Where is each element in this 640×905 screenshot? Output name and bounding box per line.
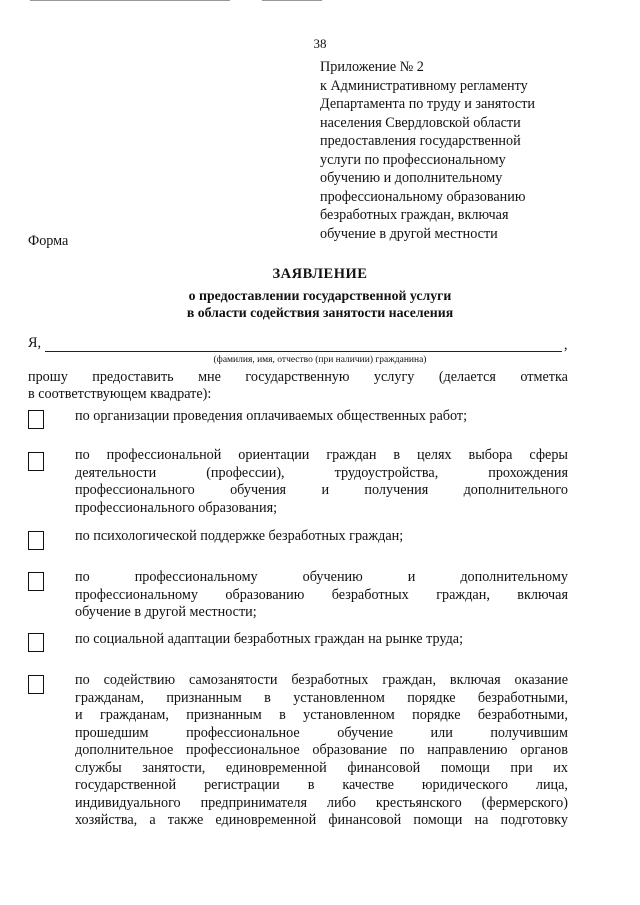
option-word: обучение: [337, 724, 394, 741]
option-word: профессиональное: [186, 742, 300, 758]
appendix-line: к Административному регламенту: [320, 77, 528, 94]
option-word: установленном: [293, 689, 385, 706]
option-word: оказание: [514, 672, 568, 688]
appendix-line: Приложение № 2: [320, 59, 424, 75]
option-line: [75, 569, 568, 587]
option-word: образованию: [225, 586, 305, 603]
option-word: включая: [449, 672, 501, 688]
option-word: дополнительному: [460, 569, 568, 585]
option-text: [75, 408, 568, 426]
option-word: самозанятости: [189, 672, 278, 688]
option-line: [75, 795, 568, 813]
option-word: профессиональному: [75, 586, 198, 603]
option-word: образование: [312, 742, 387, 758]
option-word: службы: [75, 759, 122, 776]
option-word: и: [75, 707, 83, 723]
option-word: получившим: [490, 724, 568, 741]
option-text: [75, 672, 568, 830]
option-word: или: [430, 724, 453, 741]
option-word: качестве: [342, 777, 394, 793]
option-word: гражданам,: [99, 707, 169, 723]
option-word: регистрации: [204, 777, 280, 793]
option-word: целях: [417, 447, 452, 463]
applicant-caption: (фамилия, имя, отчество (при наличии) гражданина): [213, 355, 427, 365]
option-checkbox[interactable]: [28, 410, 44, 429]
option-word: индивидуального: [75, 794, 181, 811]
document-title: ЗАЯВЛЕНИЕ: [272, 266, 368, 282]
option-word: государственной: [75, 777, 177, 793]
option-word: прохождения: [488, 464, 568, 481]
request-intro-line: в соответствующем квадрате):: [28, 386, 212, 402]
option-word: и: [407, 569, 416, 585]
option-line: [75, 707, 568, 725]
option-word: граждан: [326, 447, 377, 463]
option-line: [75, 587, 568, 605]
option-line: [75, 482, 568, 500]
option-word: и: [321, 482, 330, 498]
option-word: дополнительное: [75, 742, 174, 758]
option-word: юридического: [421, 777, 508, 793]
option-word: безработных: [331, 586, 409, 603]
top-rule: [262, 0, 322, 1]
option-word: установленном: [303, 707, 395, 723]
option-word: либо: [326, 794, 356, 811]
option-word: подготовку: [500, 812, 568, 828]
option-text: [75, 569, 568, 622]
option-word: профессиональное: [186, 724, 300, 741]
option-word: дополнительного: [463, 482, 568, 498]
option-word: (профессии),: [206, 464, 285, 481]
option-word: деятельности: [75, 464, 157, 481]
option-word: помощи: [440, 759, 490, 776]
option-text: [75, 631, 568, 649]
intro-word: (делается: [438, 369, 496, 385]
option-word: сферы: [529, 447, 568, 463]
intro-word: государственную: [245, 369, 350, 385]
option-line: [75, 690, 568, 708]
option-word: их: [553, 759, 568, 776]
option-checkbox[interactable]: [28, 452, 44, 471]
applicant-comma: ,: [564, 337, 568, 353]
option-line: по организации проведения оплачиваемых общественных работ;: [75, 408, 468, 424]
option-word: в: [307, 777, 315, 793]
option-word: ориентации: [238, 447, 310, 463]
intro-word: прошу: [28, 369, 68, 385]
option-word: крестьянского: [375, 794, 462, 811]
option-line: [75, 447, 568, 465]
option-word: единовременной: [225, 759, 327, 776]
appendix-line: услуги по профессиональному: [320, 151, 506, 168]
option-word: выбора: [468, 447, 513, 463]
option-word: профессиональной: [106, 447, 222, 463]
option-word: в: [393, 447, 401, 463]
option-word: включая: [517, 586, 568, 603]
option-word: финансовой: [328, 812, 402, 828]
option-checkbox[interactable]: [28, 633, 44, 652]
intro-word: услугу: [373, 369, 415, 385]
option-word: обучения: [230, 482, 287, 498]
option-word: предпринимателя: [200, 794, 307, 811]
option-word: по: [399, 742, 415, 758]
option-text: [75, 528, 568, 546]
option-word: профессионального: [75, 482, 195, 498]
option-word: помощи: [413, 812, 463, 828]
option-line: обучение в другой местности;: [75, 604, 257, 620]
option-word: содействию: [103, 672, 176, 688]
option-word: лица,: [535, 777, 568, 793]
option-word: получения: [364, 482, 429, 498]
option-line: по социальной адаптации безработных граждан на рынке труда;: [75, 631, 464, 647]
option-word: хозяйства,: [75, 812, 138, 828]
option-checkbox[interactable]: [28, 531, 44, 550]
option-word: признанным: [166, 689, 242, 706]
request-intro-line: [28, 369, 568, 386]
option-checkbox[interactable]: [28, 572, 44, 591]
option-word: прошедшим: [75, 724, 149, 741]
option-word: в: [264, 689, 271, 706]
option-line: [75, 672, 568, 690]
appendix-block: [320, 58, 580, 243]
option-word: порядке: [407, 689, 456, 706]
appendix-line: предоставления государственной: [320, 133, 521, 149]
option-word: порядке: [412, 707, 461, 723]
appendix-line: обучению и дополнительному: [320, 170, 503, 186]
page-number: 38: [313, 36, 327, 51]
option-word: при: [510, 759, 533, 776]
option-word: по: [75, 447, 90, 463]
option-line: профессионального образования;: [75, 499, 278, 516]
option-word: по: [75, 569, 90, 585]
option-word: трудоустройства,: [334, 464, 439, 481]
option-line: [75, 465, 568, 483]
option-line: [75, 812, 568, 830]
applicant-name-field[interactable]: [45, 351, 562, 352]
option-line: [75, 760, 568, 778]
appendix-line: профессиональному образованию: [320, 188, 526, 205]
appendix-line: Департамента по труду и занятости: [320, 96, 535, 112]
option-word: на: [474, 812, 489, 828]
request-intro: [28, 369, 568, 403]
appendix-line: безработных граждан, включая: [320, 207, 509, 223]
form-label: Форма: [28, 233, 69, 249]
document-subtitle: в области содействия занятости населения: [186, 305, 454, 320]
option-word: а: [149, 812, 156, 828]
option-line: [75, 725, 568, 743]
option-word: направлению: [427, 742, 508, 758]
applicant-prefix: Я,: [28, 335, 42, 351]
option-line: по психологической поддержке безработных граждан;: [75, 528, 404, 544]
intro-word: предоставить: [92, 369, 174, 385]
option-checkbox[interactable]: [28, 675, 44, 694]
option-word: безработных: [291, 672, 369, 688]
top-rule: [30, 0, 230, 1]
option-word: (фермерского): [481, 794, 568, 811]
option-word: финансовой: [347, 759, 421, 776]
option-word: профессиональному: [134, 569, 258, 585]
option-word: по: [75, 672, 90, 688]
appendix-line: населения Свердловской области: [320, 114, 521, 131]
option-word: безработными,: [477, 707, 568, 723]
option-word: безработными,: [477, 689, 568, 706]
option-word: граждан,: [382, 672, 436, 688]
option-line: [75, 777, 568, 795]
option-word: также: [167, 812, 204, 828]
option-word: в: [279, 707, 286, 723]
intro-word: мне: [198, 369, 221, 385]
option-word: единовременной: [215, 812, 317, 828]
option-line: [75, 742, 568, 760]
option-word: признанным: [186, 707, 262, 723]
option-word: занятости,: [142, 759, 206, 776]
option-word: граждан,: [436, 586, 490, 603]
option-word: обучению: [302, 569, 363, 585]
document-subtitle: о предоставлении государственной услуги: [188, 288, 452, 303]
option-word: органов: [520, 742, 568, 758]
option-word: гражданам,: [75, 689, 144, 706]
appendix-line: обучение в другой местности: [320, 225, 498, 242]
option-text: [75, 447, 568, 517]
intro-word: отметка: [520, 369, 568, 385]
